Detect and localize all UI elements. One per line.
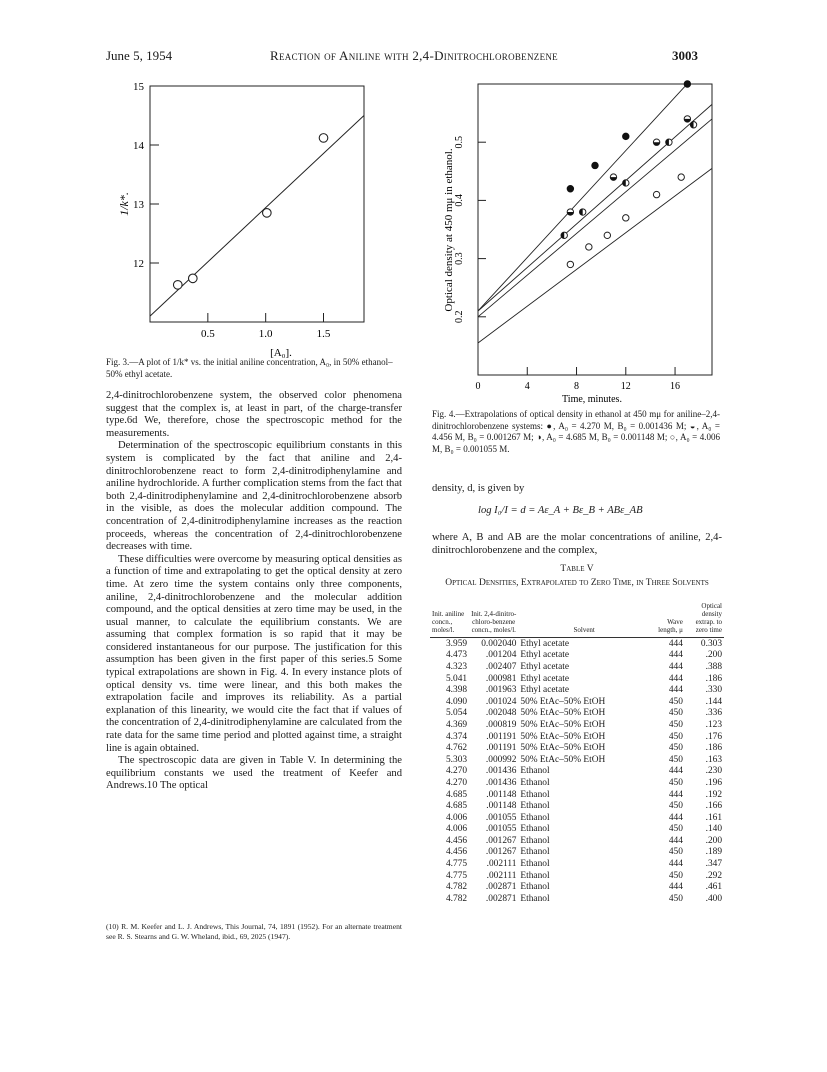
table-row <box>430 870 724 882</box>
table-row <box>430 650 724 662</box>
cell-solvent: Ethanol <box>520 870 550 881</box>
fig3-data-point <box>319 134 328 143</box>
cell-optical-density: .400 <box>705 893 722 904</box>
fig4-data-point <box>567 261 573 267</box>
cell-optical-density: .200 <box>705 650 722 661</box>
fig3-x-tick-label: 0.5 <box>200 328 215 340</box>
cell-dnc-concn: .001204 <box>485 650 517 661</box>
cell-dnc-concn: .002048 <box>485 708 517 719</box>
table-row <box>430 696 724 708</box>
fig3-y-tick-label: 14 <box>133 140 144 152</box>
fig3-x-axis-label: [A₀]. <box>270 347 292 359</box>
cell-wavelength: 450 <box>668 847 683 858</box>
cell-dnc-concn: .000981 <box>485 673 517 684</box>
cell-solvent: Ethyl acetate <box>520 661 570 672</box>
cell-solvent: Ethyl acetate <box>520 685 570 696</box>
paragraph: Determination of the spectroscopic equilibrium constants in this system is complicated by the fact that aniline and 2,4-dinitrochlorobenzene react to form 2,4-dinitrodiphenylamine and aniline hydrochloride. A further complication stems from the fact that both 2,4-dinitrodiphenylamine and 2,4-dinitrochlorobenzene absorb in the visible, as does the molecular addition compound. The concentration of 2,4-dinitrodiphenylamine increases as the reaction proceeds, whereas the concentration of 2,4-dinitrochlorobenzene decreases with time. <box>106 440 402 553</box>
cell-dnc-concn: .001055 <box>485 812 517 823</box>
figure-4-caption: Fig. 4.—Extrapolations of optical density in ethanol at 450 mμ for aniline–2,4-dinitrochlorobenzene systems: ●, A₀ = 4.270 M, B₀ = 0.001436 M; ◒, A₀ = 4.456 M, B₀ = 0.001267 M; ◑, A₀ = 4.685 M, B₀ = 0.001148 M; ○, A₀ = 4.006 M, B₀ = 0.001055 M. <box>432 409 720 454</box>
fig4-fit-line <box>478 119 712 317</box>
cell-dnc-concn: .001436 <box>485 766 517 777</box>
cell-dnc-concn: .001963 <box>485 685 517 696</box>
cell-wavelength: 450 <box>668 754 683 765</box>
cell-aniline-concn: 4.762 <box>445 743 468 754</box>
table-row <box>430 638 724 650</box>
cell-wavelength: 444 <box>668 638 683 649</box>
cell-optical-density: .230 <box>705 766 722 777</box>
table-row <box>430 766 724 778</box>
table-row <box>430 742 724 754</box>
table-row <box>430 893 724 905</box>
fig4-data-point <box>684 116 690 122</box>
cell-optical-density: 0.303 <box>700 638 722 649</box>
fig4-y-axis-label: Optical density at 450 mμ in ethanol. <box>443 148 455 312</box>
cell-dnc-concn: .002871 <box>485 882 517 893</box>
cell-optical-density: .140 <box>705 824 722 835</box>
cell-solvent: Ethanol <box>520 812 550 823</box>
fig3-y-axis-label: 1/k*. <box>117 192 131 216</box>
cell-optical-density: .330 <box>705 685 722 696</box>
cell-optical-density: .192 <box>705 789 722 800</box>
header-page-number: 3003 <box>672 48 698 63</box>
cell-aniline-concn: 4.270 <box>445 777 468 788</box>
table-row <box>430 847 724 859</box>
cell-aniline-concn: 4.323 <box>445 661 468 672</box>
fig4-data-point <box>666 139 672 145</box>
cell-dnc-concn: .001267 <box>485 847 517 858</box>
cell-wavelength: 444 <box>668 882 683 893</box>
cell-aniline-concn: 3.959 <box>445 638 468 649</box>
figure-3-chart <box>106 70 406 370</box>
cell-optical-density: .163 <box>705 754 722 765</box>
cell-solvent: Ethanol <box>520 859 550 870</box>
cell-optical-density: .388 <box>705 661 722 672</box>
cell-solvent: Ethanol <box>520 847 550 858</box>
fig3-data-point <box>263 209 272 218</box>
cell-wavelength: 444 <box>668 673 683 684</box>
cell-dnc-concn: .002111 <box>486 870 517 881</box>
cell-aniline-concn: 4.685 <box>445 801 468 812</box>
fig4-data-point <box>567 186 573 192</box>
fig4-x-axis-label: Time, minutes. <box>562 394 622 405</box>
cell-wavelength: 444 <box>668 766 683 777</box>
table-row <box>430 708 724 720</box>
cell-optical-density: .196 <box>705 777 722 788</box>
fig4-fit-line <box>478 168 712 343</box>
fig4-data-point <box>592 162 598 168</box>
fig4-data-point <box>684 81 690 87</box>
fig4-data-point <box>561 232 567 238</box>
cell-wavelength: 450 <box>668 870 683 881</box>
cell-solvent: 50% EtAc–50% EtOH <box>520 696 606 707</box>
cell-solvent: Ethanol <box>520 835 550 846</box>
table-v <box>430 602 724 905</box>
cell-solvent: 50% EtAc–50% EtOH <box>520 754 606 765</box>
cell-optical-density: .200 <box>705 835 722 846</box>
table-v-label: Table V <box>560 564 594 574</box>
cell-wavelength: 450 <box>668 719 683 730</box>
cell-dnc-concn: .002871 <box>485 893 517 904</box>
cell-aniline-concn: 4.456 <box>445 847 468 858</box>
cell-solvent: 50% EtAc–50% EtOH <box>520 743 606 754</box>
col-header-wavelength: Wave length, μ <box>650 602 685 638</box>
cell-wavelength: 444 <box>668 650 683 661</box>
cell-aniline-concn: 4.782 <box>445 893 468 904</box>
cell-dnc-concn: 0.002040 <box>481 638 517 649</box>
fig4-x-tick-label: 12 <box>620 381 631 392</box>
cell-aniline-concn: 4.775 <box>445 859 468 870</box>
cell-dnc-concn: .001191 <box>486 743 517 754</box>
cell-optical-density: .144 <box>705 696 722 707</box>
cell-wavelength: 450 <box>668 801 683 812</box>
figure-3-caption: Fig. 3.—A plot of 1/k* vs. the initial aniline concentration, A₀, in 50% ethanol–50% ethyl acetate. <box>106 357 393 379</box>
fig4-data-point <box>623 133 629 139</box>
fig4-x-tick-label: 0 <box>475 381 481 392</box>
cell-solvent: Ethanol <box>520 801 550 812</box>
fig4-x-tick-label: 8 <box>574 381 580 392</box>
footnote-10: (10) R. M. Keefer and L. J. Andrews, This Journal, 74, 1891 (1952). For an alternate treatment see R. S. Stearns and G. W. Wheland, ibid., 69, 2025 (1947). <box>106 922 402 941</box>
cell-optical-density: .123 <box>705 719 722 730</box>
fig4-data-point <box>604 232 610 238</box>
cell-wavelength: 444 <box>668 812 683 823</box>
cell-dnc-concn: .002407 <box>485 661 517 672</box>
cell-wavelength: 444 <box>668 835 683 846</box>
cell-aniline-concn: 4.006 <box>445 824 468 835</box>
cell-aniline-concn: 4.473 <box>445 650 468 661</box>
fig4-data-point <box>623 215 629 221</box>
table-row <box>430 858 724 870</box>
table-row <box>430 789 724 801</box>
cell-wavelength: 450 <box>668 743 683 754</box>
cell-dnc-concn: .002111 <box>486 859 517 870</box>
cell-aniline-concn: 4.369 <box>445 719 468 730</box>
table-v-title: Optical Densities, Extrapolated to Zero Time, in Three Solvents <box>445 578 709 588</box>
cell-solvent: 50% EtAc–50% EtOH <box>520 731 606 742</box>
cell-solvent: Ethanol <box>520 777 550 788</box>
cell-wavelength: 444 <box>668 859 683 870</box>
fig3-y-tick-label: 12 <box>133 258 144 270</box>
fig3-data-point <box>189 274 198 283</box>
cell-aniline-concn: 4.270 <box>445 766 468 777</box>
after-equation-text: where A, B and AB are the molar concentrations of aniline, 2,4-dinitrochlorobenzene and the complex, <box>432 532 722 556</box>
fig3-x-tick-label: 1.5 <box>316 328 331 340</box>
table-row <box>430 881 724 893</box>
cell-solvent: Ethanol <box>520 789 550 800</box>
cell-wavelength: 444 <box>668 661 683 672</box>
fig4-fit-line <box>478 104 712 311</box>
cell-optical-density: .166 <box>705 801 722 812</box>
cell-aniline-concn: 5.054 <box>445 708 468 719</box>
cell-optical-density: .292 <box>705 870 722 881</box>
cell-dnc-concn: .001148 <box>486 789 517 800</box>
fig4-y-tick-label: 0.2 <box>454 310 465 324</box>
cell-dnc-concn: .001191 <box>486 731 517 742</box>
col-header-dnc: Init. 2,4-dinitro-chloro-benzene concn., moles/l. <box>469 602 518 638</box>
fig4-data-point <box>623 180 629 186</box>
cell-optical-density: .186 <box>705 673 722 684</box>
left-column-text <box>106 390 402 793</box>
table-row <box>430 719 724 731</box>
fig4-data-point <box>678 174 684 180</box>
cell-optical-density: .461 <box>705 882 722 893</box>
table-row <box>430 835 724 847</box>
cell-aniline-concn: 4.006 <box>445 812 468 823</box>
table-row <box>430 673 724 685</box>
fig3-y-tick-label: 15 <box>133 81 144 93</box>
fig4-x-tick-label: 16 <box>670 381 681 392</box>
fig4-x-tick-label: 4 <box>524 381 530 392</box>
fig4-data-point <box>690 122 696 128</box>
cell-optical-density: .186 <box>705 743 722 754</box>
fig4-data-point <box>586 244 592 250</box>
cell-dnc-concn: .001148 <box>486 801 517 812</box>
fig4-y-tick-label: 0.3 <box>454 252 465 265</box>
col-header-optical-density: Optical density extrap. to zero time <box>685 602 724 638</box>
cell-solvent: Ethyl acetate <box>520 650 570 661</box>
cell-aniline-concn: 4.775 <box>445 870 468 881</box>
cell-aniline-concn: 4.685 <box>445 789 468 800</box>
table-row <box>430 731 724 743</box>
paragraph: The spectroscopic data are given in Table V. In determining the equilibrium constants we used the treatment of Keefer and Andrews.10 The optical <box>106 755 402 792</box>
table-row <box>430 812 724 824</box>
cell-aniline-concn: 5.303 <box>445 754 468 765</box>
col-header-solvent: Solvent <box>518 602 650 638</box>
table-row <box>430 754 724 766</box>
cell-solvent: Ethanol <box>520 824 550 835</box>
table-header-row <box>430 602 724 638</box>
cell-optical-density: .189 <box>705 847 722 858</box>
fig4-y-tick-label: 0.5 <box>454 135 465 149</box>
cell-optical-density: .176 <box>705 731 722 742</box>
fig3-y-tick-label: 13 <box>133 199 144 211</box>
cell-dnc-concn: .001055 <box>485 824 517 835</box>
cell-aniline-concn: 4.398 <box>445 685 468 696</box>
cell-solvent: Ethyl acetate <box>520 673 570 684</box>
cell-solvent: Ethyl acetate <box>520 638 570 649</box>
header-date: June 5, 1954 <box>106 48 173 63</box>
paragraph: 2,4-dinitrochlorobenzene system, the observed color phenomena suggest that the complex is, at least in part, of the charge-transfer type.6d We, therefore, chose the spectroscopic method for the measurements. <box>106 390 402 439</box>
cell-dnc-concn: .001267 <box>485 835 517 846</box>
cell-dnc-concn: .000992 <box>485 754 517 765</box>
cell-aniline-concn: 4.090 <box>445 696 468 707</box>
table-row <box>430 800 724 812</box>
cell-wavelength: 450 <box>668 893 683 904</box>
table-row <box>430 824 724 836</box>
cell-solvent: 50% EtAc–50% EtOH <box>520 719 606 730</box>
optical-density-equation: log I₀/I = d = Aε_A + Bε_B + ABε_AB <box>478 505 643 516</box>
cell-wavelength: 444 <box>668 685 683 696</box>
header-title: Reaction of Aniline with 2,4-Dinitrochlorobenzene <box>270 48 558 63</box>
cell-optical-density: .336 <box>705 708 722 719</box>
table-row <box>430 684 724 696</box>
cell-optical-density: .347 <box>705 859 722 870</box>
fig4-data-point <box>579 209 585 215</box>
table-row <box>430 777 724 789</box>
cell-optical-density: .161 <box>705 812 722 823</box>
cell-solvent: Ethanol <box>520 766 550 777</box>
fig3-data-point <box>173 281 182 290</box>
cell-wavelength: 444 <box>668 789 683 800</box>
paragraph: These difficulties were overcome by measuring optical densities as a function of time and extrapolating to get the optical density at zero time. At zero time the system contains only three components, aniline, 2,4-dinitrochlorobenzene and the molecular addition compound, and the optical densities at zero time may be used, in the usual manner, to calculate the equilibrium constants. We are assuming that complex formation is so rapid that it may be considered instantaneous for our purpose. The justification for this assumption has been given in the first paper of this series.5 Some typical extrapolations are shown in Fig. 4. In every instance plots of optical density vs. time were linear, and this both makes the extrapolation facile and improves its reliability. As a partial explanation of this linearity, we would cite the fact that if values of the concentration of 2,4-dinitrodiphenylamine are calculated from the rate data for the same time period and plotted against time, a straight line is again obtained. <box>106 553 402 754</box>
fig3-x-tick-label: 1.0 <box>258 328 273 340</box>
cell-wavelength: 450 <box>668 777 683 788</box>
table-row <box>430 661 724 673</box>
cell-wavelength: 450 <box>668 824 683 835</box>
cell-aniline-concn: 5.041 <box>445 673 468 684</box>
fig4-plot-frame <box>478 84 712 375</box>
cell-solvent: 50% EtAc–50% EtOH <box>520 708 606 719</box>
cell-wavelength: 450 <box>668 696 683 707</box>
cell-wavelength: 450 <box>668 708 683 719</box>
cell-aniline-concn: 4.374 <box>445 731 468 742</box>
figure-4-chart <box>432 70 722 410</box>
col-header-aniline: Init. aniline concn., moles/l. <box>430 602 469 638</box>
cell-wavelength: 450 <box>668 731 683 742</box>
fig4-y-tick-label: 0.4 <box>454 194 465 207</box>
density-text: density, d, is given by <box>432 483 525 494</box>
fig4-data-point <box>567 209 573 215</box>
fig4-data-point <box>653 191 659 197</box>
fig4-data-point <box>610 174 616 180</box>
cell-aniline-concn: 4.456 <box>445 835 468 846</box>
cell-solvent: Ethanol <box>520 882 550 893</box>
cell-aniline-concn: 4.782 <box>445 882 468 893</box>
cell-dnc-concn: .001024 <box>485 696 517 707</box>
cell-dnc-concn: .000819 <box>485 719 517 730</box>
cell-solvent: Ethanol <box>520 893 550 904</box>
fig4-data-point <box>653 139 659 145</box>
cell-dnc-concn: .001436 <box>485 777 517 788</box>
